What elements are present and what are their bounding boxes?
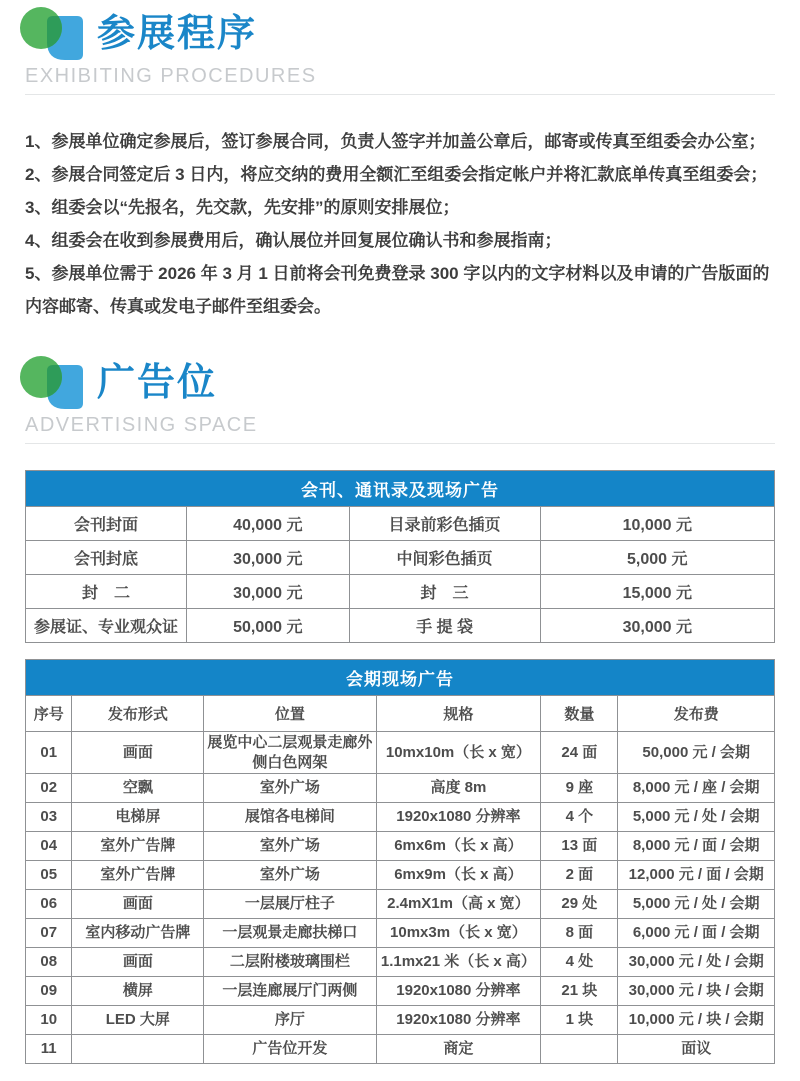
- procedure-item: 3、组委会以“先报名，先交款，先安排”的原则安排展位；: [25, 198, 460, 217]
- table-cell: 15,000 元: [540, 575, 774, 609]
- table-cell: 05: [26, 861, 72, 890]
- table-cell: 21 块: [541, 977, 618, 1006]
- table-cell: 10: [26, 1006, 72, 1035]
- table-row: [26, 774, 775, 803]
- table-cell: 画面: [72, 732, 204, 774]
- table-cell: 10,000 元: [540, 507, 774, 541]
- table-row: [26, 609, 775, 643]
- table-row: [26, 575, 775, 609]
- table-cell: 08: [26, 948, 72, 977]
- table-cell: 10,000 元 / 块 / 会期: [618, 1006, 775, 1035]
- table-cell: 06: [26, 890, 72, 919]
- divider: [25, 94, 775, 95]
- table-cell: 商定: [376, 1035, 541, 1064]
- table-cell: 目录前彩色插页: [349, 507, 540, 541]
- table-row: [26, 803, 775, 832]
- table-cell: 1920x1080 分辨率: [376, 1006, 541, 1035]
- table-cell: 2 面: [541, 861, 618, 890]
- table-cell: 30,000 元 / 处 / 会期: [618, 948, 775, 977]
- table-cell: 室外广场: [204, 774, 376, 803]
- table-cell: 会刊封底: [26, 541, 187, 575]
- table-cell: 04: [26, 832, 72, 861]
- table-cell: 40,000 元: [187, 507, 350, 541]
- table-cell: 10mx10m（长 x 宽）: [376, 732, 541, 774]
- table-row: [26, 1006, 775, 1035]
- table-cell: [72, 1035, 204, 1064]
- table-cell: LED 大屏: [72, 1006, 204, 1035]
- table-cell: 2.4mX1m（高 x 宽）: [376, 890, 541, 919]
- table-cell: 展馆各电梯间: [204, 803, 376, 832]
- table-cell: 6mx9m（长 x 高）: [376, 861, 541, 890]
- table-cell: 中间彩色插页: [349, 541, 540, 575]
- table-cell: 13 面: [541, 832, 618, 861]
- section-advertising-space: [25, 349, 775, 444]
- section-subtitle: EXHIBITING PROCEDURES: [25, 65, 317, 87]
- table-cell: 序厅: [204, 1006, 376, 1035]
- table-title: 会期现场广告: [26, 660, 775, 696]
- column-header: 发布形式: [72, 696, 204, 732]
- table-cell: 11: [26, 1035, 72, 1064]
- table-cell: 室外广告牌: [72, 861, 204, 890]
- table-cell: 30,000 元: [187, 541, 350, 575]
- table-cell: 6,000 元 / 面 / 会期: [618, 919, 775, 948]
- table-cell: 室外广场: [204, 861, 376, 890]
- table-cell: 画面: [72, 890, 204, 919]
- table-row: [26, 861, 775, 890]
- table-cell: 10mx3m（长 x 宽）: [376, 919, 541, 948]
- brand-logo-icon: [17, 353, 85, 413]
- table-cell: 03: [26, 803, 72, 832]
- table-row: [26, 541, 775, 575]
- column-header: 发布费: [618, 696, 775, 732]
- table-cell: 二层附楼玻璃围栏: [204, 948, 376, 977]
- section-exhibiting-procedures: [25, 0, 775, 95]
- table-cell: 画面: [72, 948, 204, 977]
- table-cell: 4 个: [541, 803, 618, 832]
- table-cell: 30,000 元 / 块 / 会期: [618, 977, 775, 1006]
- table-cell: 29 处: [541, 890, 618, 919]
- table-cell: 5,000 元 / 处 / 会期: [618, 890, 775, 919]
- column-header-row: [26, 696, 775, 732]
- table-cell: 展览中心二层观景走廊外侧白色网架: [204, 732, 376, 774]
- table-cell: 高度 8m: [376, 774, 541, 803]
- divider: [25, 443, 775, 444]
- table-cell: 9 座: [541, 774, 618, 803]
- table-cell: 参展证、专业观众证: [26, 609, 187, 643]
- table-cell: 1920x1080 分辨率: [376, 977, 541, 1006]
- table-cell: 横屏: [72, 977, 204, 1006]
- table-cell: 50,000 元: [187, 609, 350, 643]
- table-cell: 电梯屏: [72, 803, 204, 832]
- table-cell: 广告位开发: [204, 1035, 376, 1064]
- table-cell: 一层观景走廊扶梯口: [204, 919, 376, 948]
- table-cell: 07: [26, 919, 72, 948]
- column-header: 位置: [204, 696, 376, 732]
- table-row: [26, 507, 775, 541]
- table-title-row: [26, 660, 775, 696]
- column-header: 规格: [376, 696, 541, 732]
- table-cell: 1920x1080 分辨率: [376, 803, 541, 832]
- table-row: [26, 832, 775, 861]
- section-subtitle: ADVERTISING SPACE: [25, 414, 258, 436]
- onsite-ads-table: [25, 659, 775, 1064]
- table-row: [26, 919, 775, 948]
- page-title: 参展程序: [97, 12, 258, 55]
- table-title: 会刊、通讯录及现场广告: [26, 471, 775, 507]
- procedure-item: 1、参展单位确定参展后，签订参展合同，负责人签字并加盖公章后，邮寄或传真至组委会办公室；: [25, 132, 766, 151]
- table-row: [26, 1035, 775, 1064]
- procedures-list: [25, 125, 775, 323]
- table-cell: 一层连廊展厅门两侧: [204, 977, 376, 1006]
- table-cell: 6mx6m（长 x 高）: [376, 832, 541, 861]
- table-cell: 5,000 元 / 处 / 会期: [618, 803, 775, 832]
- table-cell: 面议: [618, 1035, 775, 1064]
- column-header: 数量: [541, 696, 618, 732]
- procedure-item: 2、参展合同签定后 3 日内，将应交纳的费用全额汇至组委会指定帐户并将汇款底单传真至组委会；: [25, 165, 768, 184]
- procedure-item: 5、参展单位需于 2026 年 3 月 1 日前将会刊免费登录 300 字以内的文字材料以及申请的广告版面的内容邮寄、传真或发电子邮件至组委会。: [25, 264, 770, 316]
- table-cell: 01: [26, 732, 72, 774]
- table-cell: 1 块: [541, 1006, 618, 1035]
- table-cell: 30,000 元: [540, 609, 774, 643]
- table-cell: 室外广告牌: [72, 832, 204, 861]
- table-cell: 室内移动广告牌: [72, 919, 204, 948]
- table-cell: 50,000 元 / 会期: [618, 732, 775, 774]
- table-cell: 5,000 元: [540, 541, 774, 575]
- table-cell: 封 二: [26, 575, 187, 609]
- procedure-item: 4、组委会在收到参展费用后，确认展位并回复展位确认书和参展指南；: [25, 231, 562, 250]
- brand-logo-icon: [17, 4, 85, 64]
- table-cell: 封 三: [349, 575, 540, 609]
- table-cell: 30,000 元: [187, 575, 350, 609]
- table-cell: 1.1mx21 米（长 x 高）: [376, 948, 541, 977]
- table-cell: [541, 1035, 618, 1064]
- section-header-row: [25, 349, 775, 411]
- table-cell: 8 面: [541, 919, 618, 948]
- table-row: [26, 948, 775, 977]
- table-cell: 空飘: [72, 774, 204, 803]
- table-title-row: [26, 471, 775, 507]
- table-cell: 02: [26, 774, 72, 803]
- table-cell: 室外广场: [204, 832, 376, 861]
- table-cell: 会刊封面: [26, 507, 187, 541]
- table-cell: 24 面: [541, 732, 618, 774]
- column-header: 序号: [26, 696, 72, 732]
- table-cell: 12,000 元 / 面 / 会期: [618, 861, 775, 890]
- table-cell: 一层展厅柱子: [204, 890, 376, 919]
- table-cell: 8,000 元 / 座 / 会期: [618, 774, 775, 803]
- page-title: 广告位: [97, 361, 218, 404]
- table-cell: 4 处: [541, 948, 618, 977]
- publication-ads-table: [25, 470, 775, 643]
- table-row: [26, 977, 775, 1006]
- table-cell: 09: [26, 977, 72, 1006]
- table-row: [26, 732, 775, 774]
- section-header-row: [25, 0, 775, 62]
- table-cell: 8,000 元 / 面 / 会期: [618, 832, 775, 861]
- table-row: [26, 890, 775, 919]
- table-cell: 手 提 袋: [349, 609, 540, 643]
